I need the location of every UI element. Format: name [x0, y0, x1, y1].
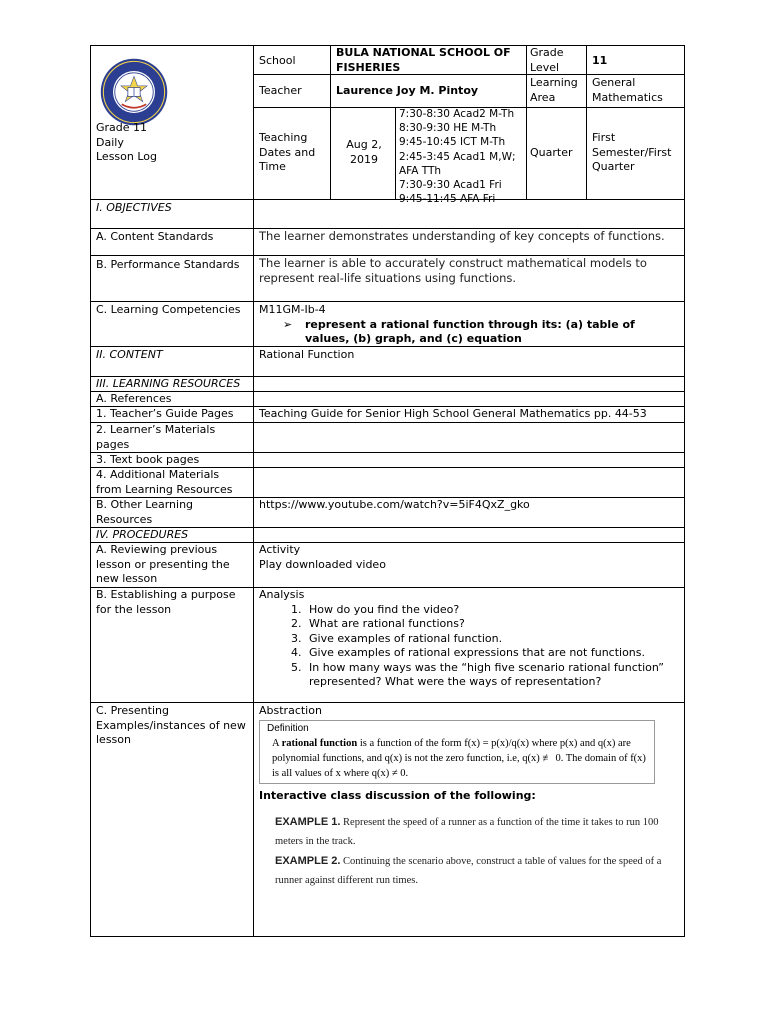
lesson-log-page: [90, 45, 685, 937]
abstraction-title: Abstraction: [259, 704, 322, 717]
analysis-question: 5. In how many ways was the “high five scenario rational function” represented? What were the ways of representation?: [305, 661, 679, 690]
content-standards-label: A. Content Standards: [96, 230, 214, 243]
teaching-dates-label: Teaching Dates and Time: [259, 131, 316, 173]
definition-text-rest: is a function of the form f(x) = p(x)/q(x) where p(x) and q(x) are polynomial functions, and q(x) is not the zero function, i.e, q(x) ≢ 0. The domain of f(x) is all values of x where q(x) ≠ 0.: [272, 738, 646, 779]
procedures-heading: IV. PROCEDURES: [96, 528, 189, 541]
example-1: [275, 813, 665, 851]
objectives-heading: I. OBJECTIVES: [96, 201, 172, 214]
analysis-title: Analysis: [259, 588, 305, 601]
definition-box: [259, 720, 655, 784]
competency-item: [259, 318, 679, 347]
example-2-label: EXAMPLE 2.: [275, 855, 341, 867]
quarter-value: First Semester/First Quarter: [592, 131, 672, 173]
schedule-item: 8:30-9:30 HE M-Th: [399, 122, 497, 135]
log-title-line: Grade 11: [96, 121, 148, 134]
procedure-a-content: [259, 543, 679, 572]
competency-text: represent a rational function through its: (a) table of values, (b) graph, and (c) equation: [305, 317, 635, 345]
schedule-item: 2:45-3:45 Acad1 M,W; AFA TTh: [399, 150, 516, 177]
teacher-name: Laurence Joy M. Pintoy: [336, 84, 479, 97]
performance-standards-value: The learner is able to accurately construct mathematical models to represent real-life situations using functions.: [259, 256, 647, 285]
arrow-bullet-icon: ➢: [283, 317, 293, 331]
activity-title: Activity: [259, 543, 301, 556]
teachers-guide-value: Teaching Guide for Senior High School General Mathematics pp. 44-53: [259, 407, 647, 420]
schedule-list: [399, 107, 525, 206]
log-title-line: Daily: [96, 135, 124, 149]
quarter-label: Quarter: [530, 146, 573, 159]
youtube-link[interactable]: https://www.youtube.com/watch?v=5iF4QxZ_gko: [259, 498, 530, 511]
grade-level-label: Grade Level: [530, 46, 564, 74]
teachers-guide-label: 1. Teacher’s Guide Pages: [96, 407, 234, 420]
schedule-item: 7:30-9:30 Acad1 Fri: [399, 179, 502, 192]
other-resources-label: B. Other Learning Resources: [96, 498, 194, 526]
learning-competencies-label: C. Learning Competencies: [96, 303, 241, 316]
discussion-title: Interactive class discussion of the following:: [259, 789, 536, 802]
activity-text: Play downloaded video: [259, 557, 386, 571]
deped-seal-logo: [99, 57, 169, 127]
definition-title: Definition: [267, 723, 309, 734]
definition-term: rational function: [281, 738, 358, 749]
school-label: School: [259, 54, 296, 67]
teaching-date: Aug 2, 2019: [346, 138, 382, 166]
learners-materials-label: 2. Learner’s Materials pages: [96, 423, 216, 451]
content-standards-value: The learner demonstrates understanding of key concepts of functions.: [259, 229, 665, 243]
log-title: [96, 121, 246, 165]
example-1-text: Represent the speed of a runner as a function of the time it takes to run 100 meters in the track.: [275, 817, 659, 847]
grade-level-value: 11: [592, 54, 608, 67]
schedule-item: 7:30-8:30 Acad2 M-Th: [399, 108, 515, 120]
analysis-question: 4. Give examples of rational expressions that are not functions.: [305, 646, 679, 661]
procedure-b-content: [259, 588, 679, 690]
procedure-b-label: B. Establishing a purpose for the lesson: [96, 588, 236, 616]
references-label: A. References: [96, 392, 172, 405]
additional-materials-label: 4. Additional Materials from Learning Resources: [96, 468, 233, 496]
competency-code: M11GM-Ib-4: [259, 303, 326, 316]
learning-competencies-value: [259, 303, 679, 347]
learning-area-value: General Mathematics: [592, 76, 663, 104]
analysis-question: 3. Give examples of rational function.: [305, 632, 679, 647]
analysis-questions: [259, 603, 679, 690]
definition-text: [272, 736, 650, 781]
schedule-item: 9:45-11:45 AFA Fri: [399, 193, 496, 206]
procedure-a-label: A. Reviewing previous lesson or presenting the new lesson: [96, 543, 230, 585]
school-name: BULA NATIONAL SCHOOL OF FISHERIES: [336, 46, 511, 74]
teacher-label: Teacher: [259, 84, 302, 97]
analysis-question: 1. How do you find the video?: [305, 603, 679, 618]
example-2: [275, 852, 665, 890]
content-value: Rational Function: [259, 348, 355, 361]
definition-text-start: A: [272, 738, 282, 749]
learning-resources-heading: III. LEARNING RESOURCES: [96, 377, 241, 390]
procedure-c-label: C. Presenting Examples/instances of new lesson: [96, 704, 246, 746]
performance-standards-label: B. Performance Standards: [96, 258, 240, 271]
example-2-text: Continuing the scenario above, construct a table of values for the speed of a runner against different run times.: [275, 856, 662, 886]
log-title-line: Lesson Log: [96, 150, 158, 163]
content-heading: II. CONTENT: [96, 348, 163, 361]
textbook-pages-label: 3. Text book pages: [96, 453, 200, 466]
analysis-question: 2. What are rational functions?: [305, 617, 679, 632]
schedule-item: 9:45-10:45 ICT M-Th: [399, 136, 506, 149]
learning-area-label: Learning Area: [530, 76, 578, 104]
example-1-label: EXAMPLE 1.: [275, 816, 341, 828]
